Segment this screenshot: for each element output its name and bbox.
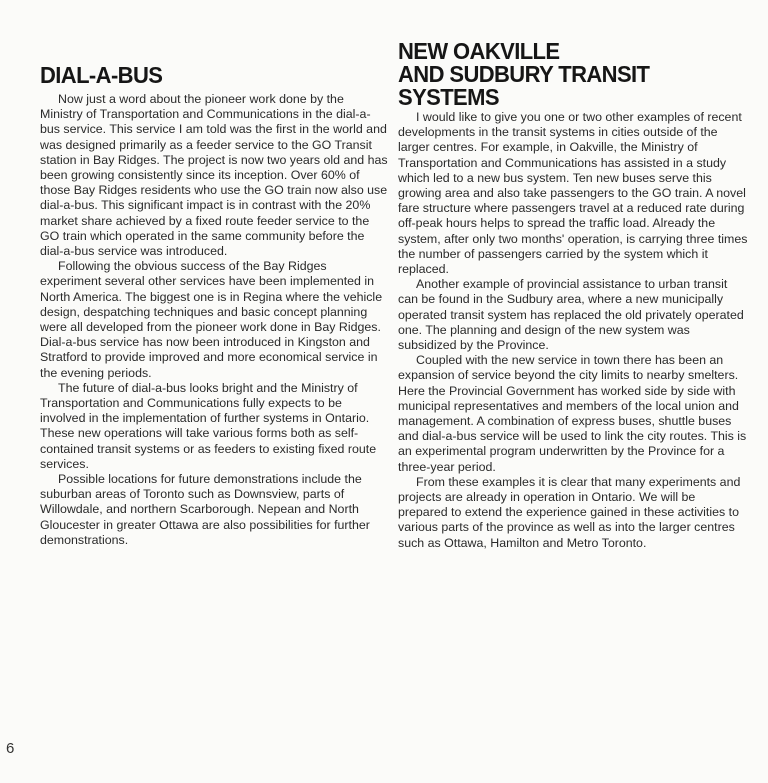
right-paragraph: Another example of provincial assistance to urban transit can be found in the Sudbury area, where a new municipally operated transit system has replaced the old privately operated one. The planning and design of the new system was subsidized by the Province.: [398, 277, 744, 353]
right-paragraph: From these examples it is clear that many experiments and projects are already in operation in Ontario. We will be prepared to extend the experience gained in these activities to various parts of the province as well as into the larger centres such as Ottawa, Hamilton and Metro Toronto.: [398, 474, 741, 550]
page-number: 6: [6, 740, 15, 757]
right-paragraph: Coupled with the new service in town there has been an expansion of service beyond the city limits to nearby smelters. Here the Provincial Government has worked side by side with municipal representatives and members of the local union and management. A combination of express buses, shuttle buses and dial-a-bus service will be used to link the city routes. This is an experimental program underwritten by the Province for a three-year period.: [398, 353, 747, 474]
transit-systems-heading: [398, 37, 748, 111]
left-paragraph: The future of dial-a-bus looks bright and the Ministry of Transportation and Communications fully expects to be involved in the implementation of further systems in Ontario. These new operations will take various forms both as self-contained transit systems or as feeders to existing fixed route services.: [40, 380, 377, 471]
left-column: [40, 40, 388, 548]
left-paragraph: Possible locations for future demonstrations include the suburban areas of Toronto such as Downsview, parts of Willowdale, and northern Scarborough. Nepean and North Gloucester in greater Ottawa are also possibilities for further demonstrations.: [40, 472, 370, 547]
left-paragraph: Now just a word about the pioneer work done by the Ministry of Transportation and Communications in the dial-a-bus service. This service I am told was the first in the world and was designed primarily as a feeder service to the GO Transit station in Bay Ridges. The project is now two years old and has been growing consistently since its inception. Over 60% of those Bay Ridges residents who use the GO train now also use dial-a-bus. This significant impact is in contrast with the 20% market share achieved by a fixed route feeder service to the GO train which operated in the same community before the dial-a-bus service was introduced.: [40, 92, 388, 259]
right-column: [398, 37, 748, 551]
dial-a-bus-heading: DIAL-A-BUS: [40, 61, 163, 89]
left-paragraph: Following the obvious success of the Bay Ridges experiment several other services have been implemented in North America. The biggest one is in Regina where the vehicle design, despatching techniques and basic concept planning were all developed from the pioneer work done in Bay Ridges. Dial-a-bus service has now been introduced in Kingston and Stratford to provide improved and more economical service in the evening periods.: [40, 259, 383, 380]
heading-line-1: NEW OAKVILLE: [398, 37, 560, 65]
heading-line-2: AND SUDBURY TRANSIT SYSTEMS: [398, 61, 650, 111]
right-paragraph: I would like to give you one or two other examples of recent developments in the transit systems in cities outside of the larger centres. For example, in Oakville, the Ministry of Transportation and Communications has assisted in a study which led to a new bus system. Ten new buses serve this growing area and also take passengers to the GO train. A novel fare structure where passengers travel at a reduced rate during off-peak hours helps to spread the traffic load. Already the system, after only two months' operation, is carrying three times the number of passengers carried by the system which it replaced.: [398, 110, 748, 277]
